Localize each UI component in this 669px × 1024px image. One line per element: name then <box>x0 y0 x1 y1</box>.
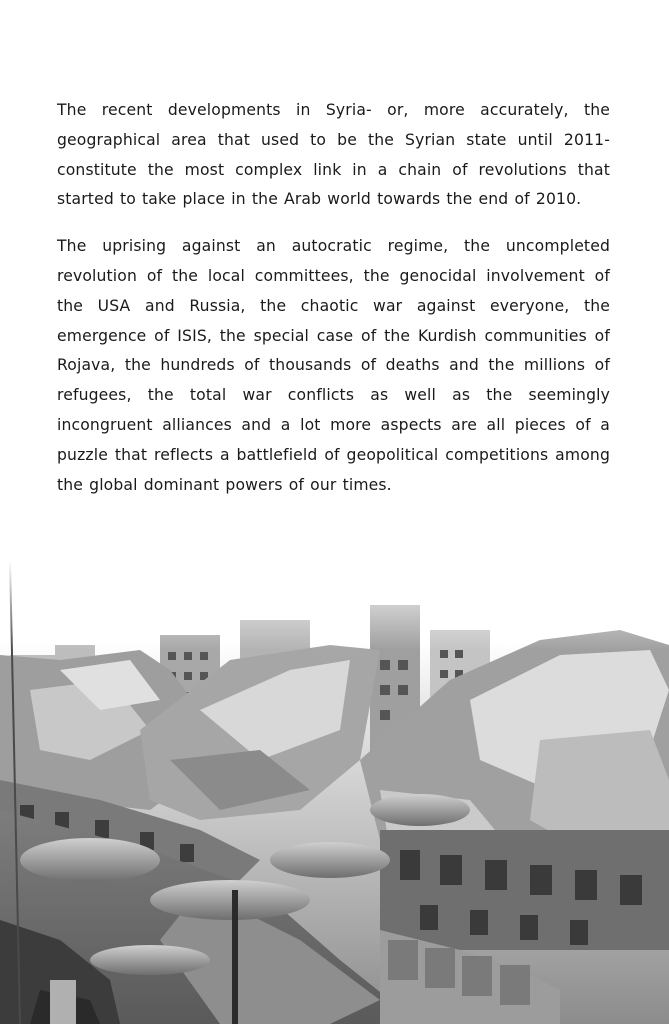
utility-pole <box>232 890 238 1024</box>
street-ruins-photo <box>0 560 669 1024</box>
body-text <box>57 96 610 500</box>
paragraph-2: The uprising against an autocratic regime, the uncompleted revolution of the local committees, the genocidal involvement of the USA and Russia, the chaotic war against everyone, the emergence of ISIS, the special case of the Kurdish communities of Rojava, the hundreds of thousands of deaths and the millions of refugees, the total war conflicts as well as the seemingly incongruent alliances and a lot more aspects are all pieces of a puzzle that reflects a battlefield of geopolitical competitions among the global dominant powers of our times. <box>57 237 610 494</box>
paragraph-1: The recent developments in Syria- or, more accurately, the geographical area that used to be the Syrian state until 2011- constitute the most complex link in a chain of revolutions that started to take place in the Arab world towards the end of 2010. <box>57 101 610 209</box>
